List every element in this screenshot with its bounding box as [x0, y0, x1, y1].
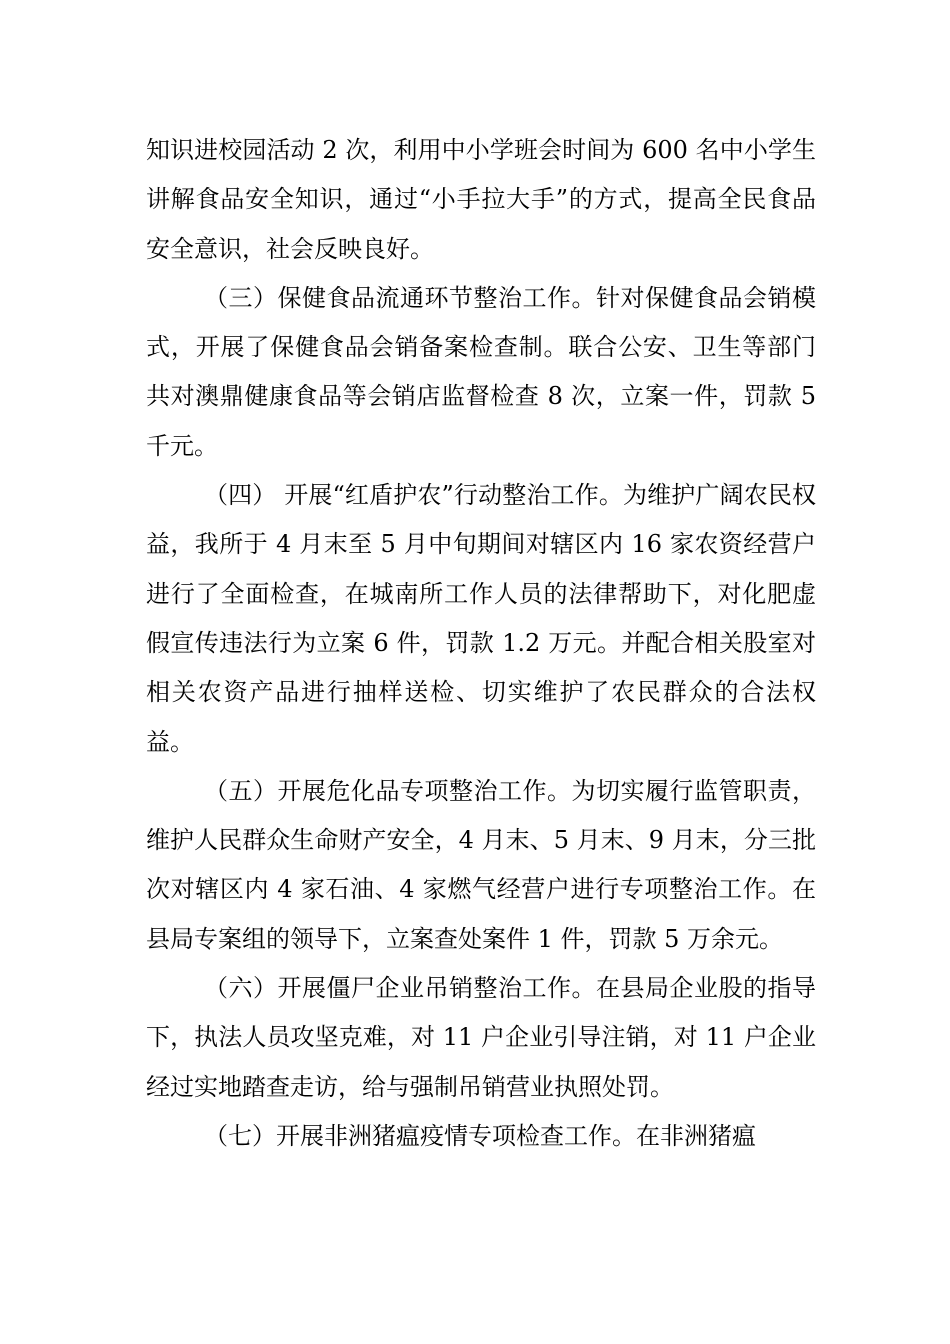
document-body	[146, 126, 816, 1161]
paragraph-zombie-enterprise-revocation: （六）开展僵尸企业吊销整治工作。在县局企业股的指导下，执法人员攻坚克难，对 11 户企业引导注销，对 11 户企业经过实地踏查走访，给与强制吊销营业执照处罚。	[146, 974, 816, 1101]
paragraph-african-swine-fever: （七）开展非洲猪瘟疫情专项检查工作。在非洲猪瘟	[204, 1121, 756, 1150]
paragraph-red-shield-farm-protection: （四） 开展“红盾护农”行动整治工作。为维护广阔农民权益，我所于 4 月末至 5 月中旬期间对辖区内 16 家农资经营户进行了全面检查，在城南所工作人员的法律帮助下，对化肥虚假宣传违法行为立案 6 件，罚款 1.2 万元。并配合相关股室对相关农资产品进行抽样送检、切实维护了农民群众的合法权益。	[146, 481, 816, 756]
paragraph-hazardous-chemicals: （五）开展危化品专项整治工作。为切实履行监管职责，维护人民群众生命财产安全，4 月末、5 月末、9 月末，分三批次对辖区内 4 家石油、4 家燃气经营户进行专项整治工作。在县局专案组的领导下，立案查处案件 1 件，罚款 5 万余元。	[146, 776, 816, 953]
paragraph-school-activity: 知识进校园活动 2 次，利用中小学班会时间为 600 名中小学生讲解食品安全知识，通过“小手拉大手”的方式，提高全民食品安全意识，社会反映良好。	[146, 136, 816, 263]
paragraph-health-food-rectification: （三）保健食品流通环节整治工作。针对保健食品会销模式，开展了保健食品会销备案检查制。联合公安、卫生等部门共对澳鼎健康食品等会销店监督检查 8 次，立案一件，罚款 5 千元。	[146, 283, 816, 460]
